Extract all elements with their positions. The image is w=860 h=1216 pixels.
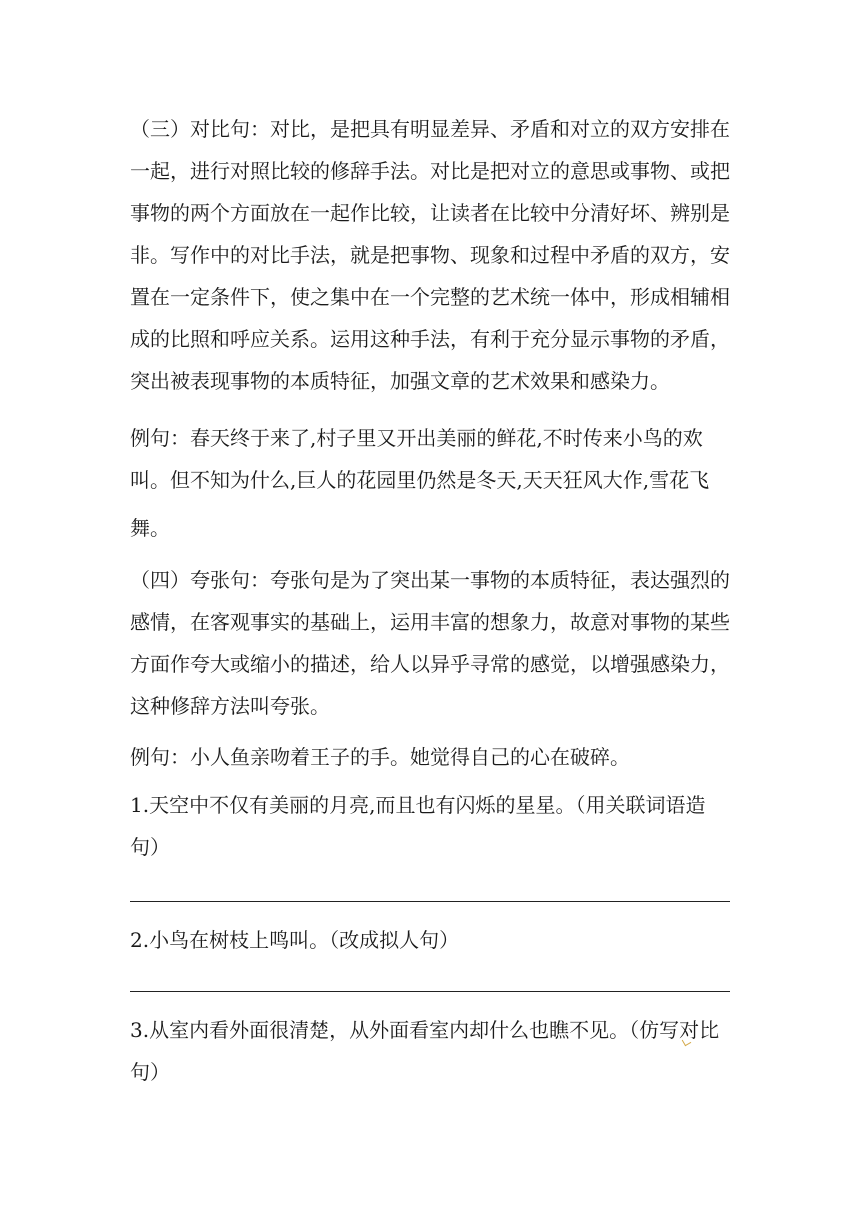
answer-line-1[interactable]: [130, 901, 730, 902]
question-1: 1.天空中不仅有美丽的月亮,而且也有闪烁的星星。（用关联词语造: [130, 793, 706, 817]
text-line-10: 方面作夸大或缩小的描述，给人以异乎寻常的感觉，以增强感染力，: [130, 652, 730, 676]
example-line-3: 舞。: [130, 516, 170, 540]
text-line-2: 一起，进行对照比较的修辞手法。对比是把对立的意思或事物、或把: [130, 159, 730, 183]
answer-line-2[interactable]: [130, 991, 730, 992]
example-line-1: 例句：春天终于来了,村子里又开出美丽的鲜花,不时传来小鸟的欢: [130, 426, 703, 450]
text-line-6: 成的比照和呼应关系。运用这种手法，有利于充分显示事物的矛盾，: [130, 327, 730, 351]
text-line-9: 感情，在客观事实的基础上，运用丰富的想象力，故意对事物的某些: [130, 610, 730, 634]
example-line-4: 例句：小人鱼亲吻着王子的手。她觉得自己的心在破碎。: [130, 745, 630, 769]
example-line-2: 叫。但不知为什么,巨人的花园里仍然是冬天,天天狂风大作,雪花飞: [130, 468, 710, 492]
question-2: 2.小鸟在树枝上鸣叫。（改成拟人句）: [130, 928, 460, 952]
text-line-8: （四）夸张句：夸张句是为了突出某一事物的本质特征，表达强烈的: [130, 568, 730, 592]
question-3: 3.从室内看外面很清楚，从外面看室内却什么也瞧不见。（仿写对比: [130, 1018, 720, 1042]
text-line-3: 事物的两个方面放在一起作比较，让读者在比较中分清好坏、辨别是: [130, 201, 730, 225]
question-3-continued: 句）: [130, 1060, 170, 1084]
text-line-5: 置在一定条件下，使之集中在一个完整的艺术统一体中，形成相辅相: [130, 285, 730, 309]
text-line-4: 非。写作中的对比手法，就是把事物、现象和过程中矛盾的双方，安: [130, 243, 730, 267]
text-line-7: 突出被表现事物的本质特征，加强文章的艺术效果和感染力。: [130, 369, 670, 393]
question-1-continued: 句）: [130, 835, 170, 859]
text-line-1: （三）对比句：对比，是把具有明显差异、矛盾和对立的双方安排在: [130, 117, 730, 141]
text-line-11: 这种修辞方法叫夸张。: [130, 694, 330, 718]
